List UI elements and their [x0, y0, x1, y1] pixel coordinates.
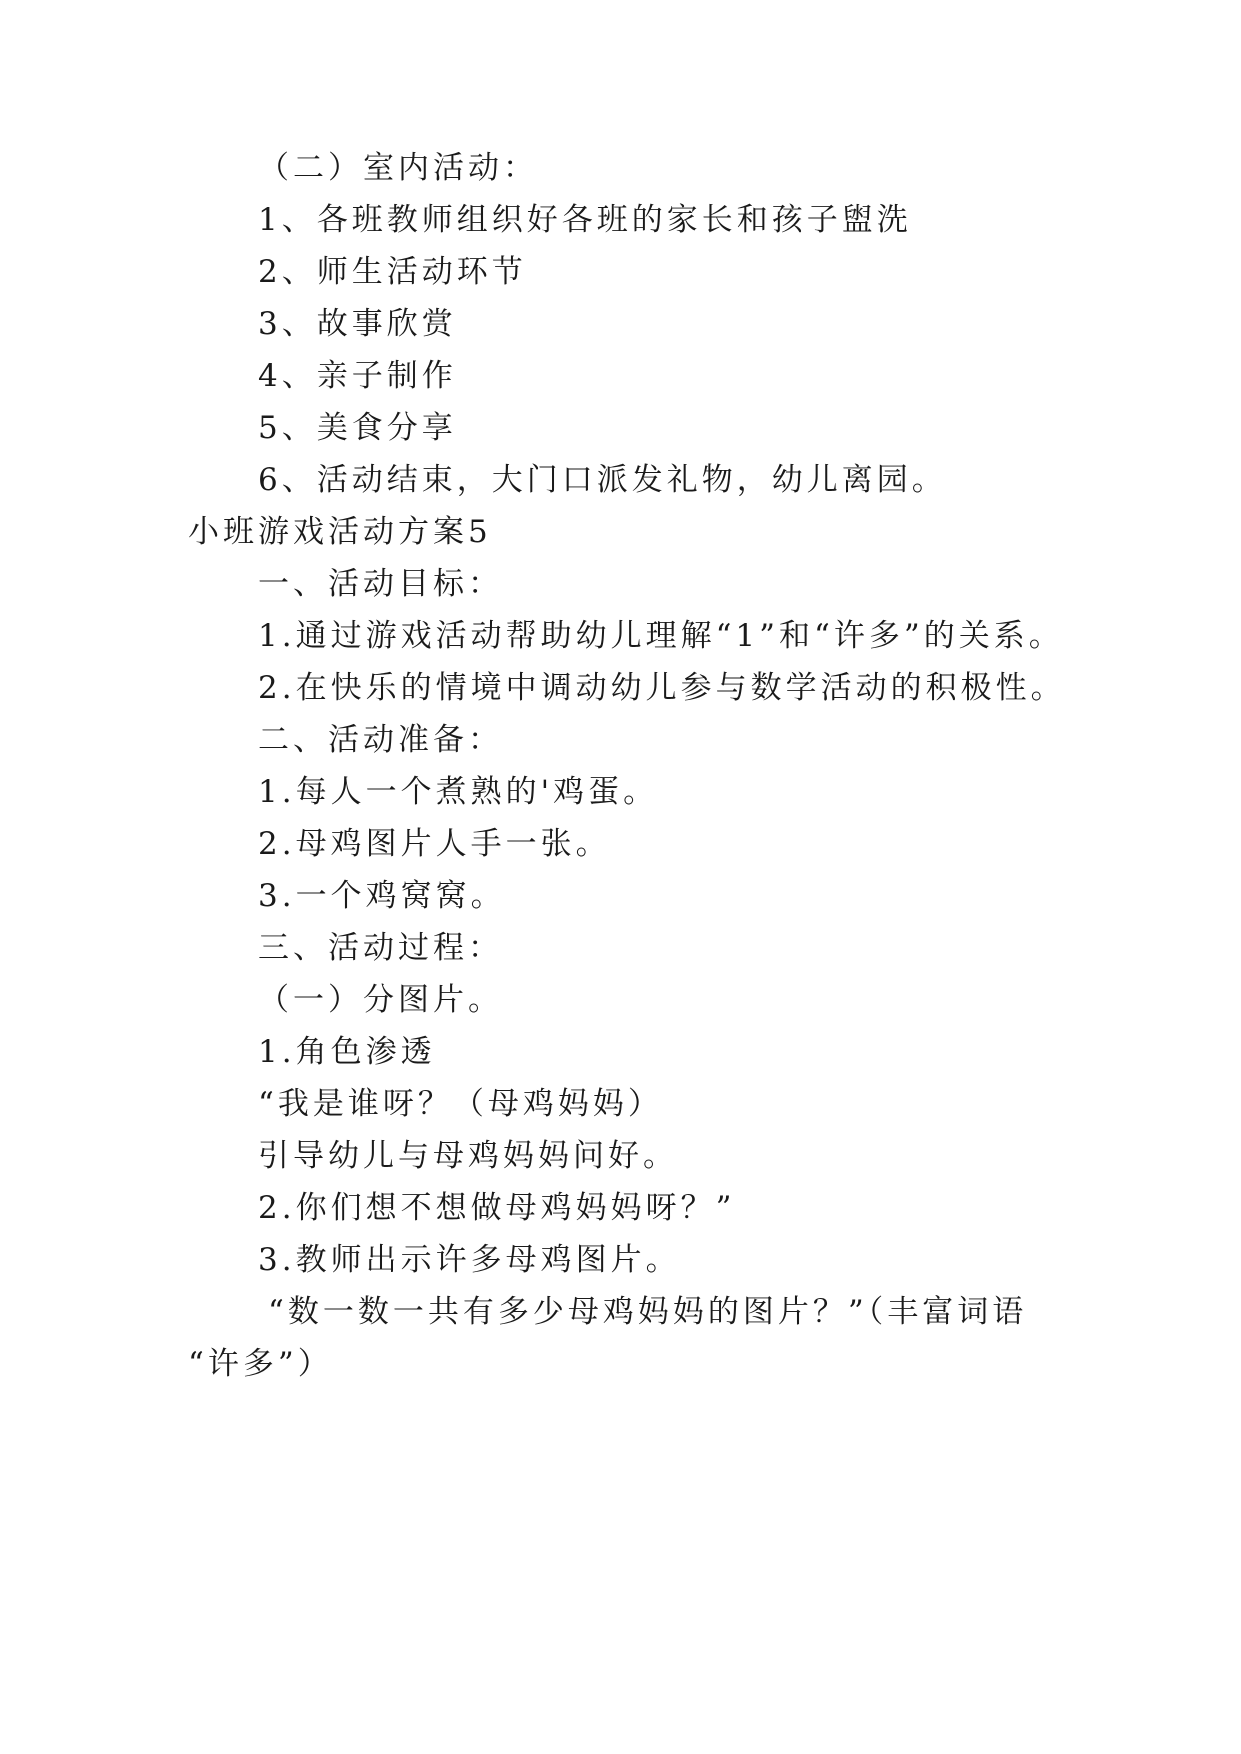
list-item: 2.母鸡图片人手一张。	[258, 826, 611, 862]
list-item: 6、活动结束，大门口派发礼物，幼儿离园。	[258, 462, 947, 498]
paragraph: “数一数一共有多少母鸡妈妈的图片？”（丰富词语	[268, 1294, 1028, 1330]
paragraph: 引导幼儿与母鸡妈妈问好。	[258, 1138, 678, 1174]
list-item: 1.通过游戏活动帮助幼儿理解“1”和“许多”的关系。	[258, 618, 1064, 654]
paragraph-continuation: “许多”）	[188, 1346, 333, 1382]
subsection-heading: （一）分图片。	[258, 982, 503, 1018]
section-heading-preparation: 二、活动准备：	[258, 722, 503, 758]
document-title: 小班游戏活动方案5	[188, 514, 492, 550]
list-item: 1、各班教师组织好各班的家长和孩子盥洗	[258, 202, 912, 238]
list-item: 1.每人一个煮熟的'鸡蛋。	[258, 774, 659, 810]
list-item: 4、亲子制作	[258, 358, 457, 394]
section-heading-goals: 一、活动目标：	[258, 566, 503, 602]
list-item: 1.角色渗透	[258, 1034, 436, 1070]
list-item: 5、美食分享	[258, 410, 457, 446]
list-item: 2.你们想不想做母鸡妈妈呀？”	[258, 1190, 736, 1226]
list-item: 3.教师出示许多母鸡图片。	[258, 1242, 681, 1278]
paragraph: “我是谁呀？（母鸡妈妈）	[258, 1086, 663, 1122]
section-heading-indoor-activity: （二）室内活动：	[258, 150, 538, 186]
list-item: 3.一个鸡窝窝。	[258, 878, 506, 914]
list-item: 3、故事欣赏	[258, 306, 457, 342]
list-item: 2、师生活动环节	[258, 254, 527, 290]
list-item: 2.在快乐的情境中调动幼儿参与数学活动的积极性。	[258, 670, 1066, 706]
section-heading-process: 三、活动过程：	[258, 930, 503, 966]
